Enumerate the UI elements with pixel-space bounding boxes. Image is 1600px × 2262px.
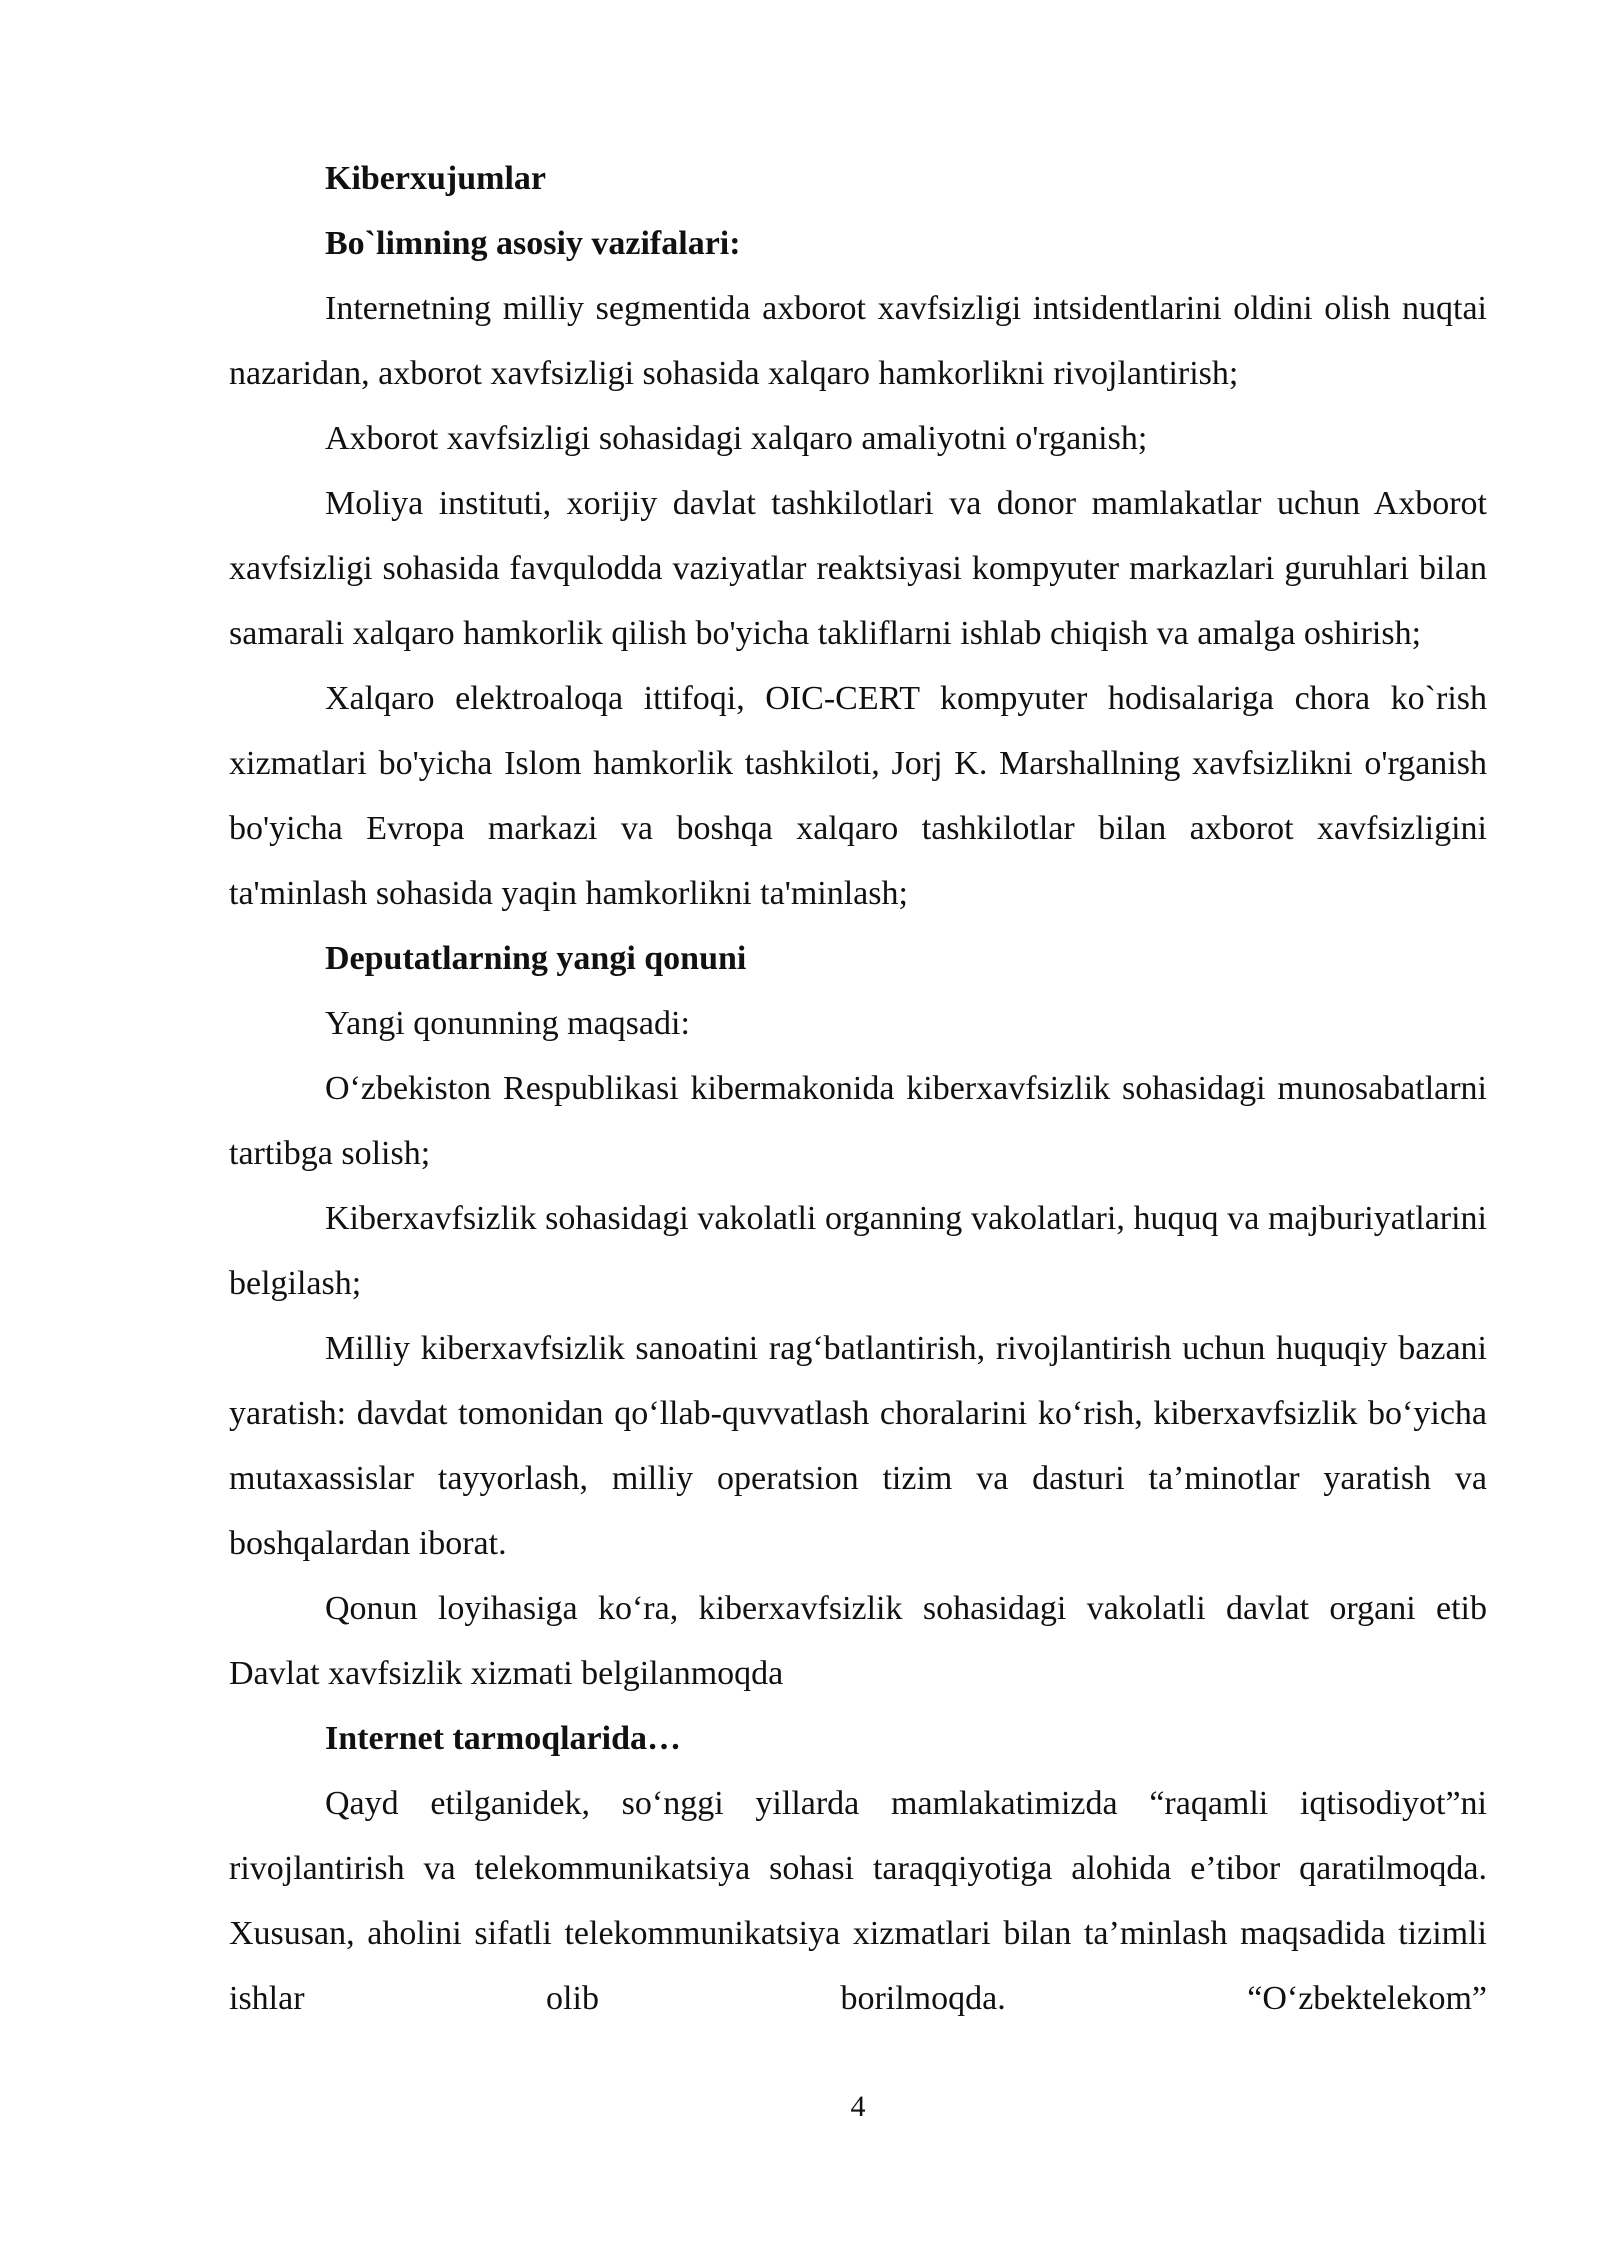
page-number: 4 — [850, 2090, 866, 2123]
heading-section-tasks: Bo`limning asosiy vazifalari: — [325, 225, 741, 262]
heading-kiberxujumlar: Kiberxujumlar — [325, 160, 546, 197]
paragraph: Kiberxavfsizlik sohasidagi vakolatli organning vakolatlari, huquq va majburiyatlarini belgilash; — [229, 1200, 1487, 1302]
document-body — [229, 146, 1487, 2031]
heading-new-law: Deputatlarning yangi qonuni — [325, 940, 747, 977]
paragraph: Moliya instituti, xorijiy davlat tashkilotlari va donor mamlakatlar uchun Axborot xavfsizligi sohasida favqulodda vaziyatlar reaktsiyasi kompyuter markazlari guruhlari bilan samarali xalqaro hamkorlik qilish bo'yicha takliflarni ishlab chiqish va amalga oshirish; — [229, 485, 1487, 652]
paragraph: O‘zbekiston Respublikasi kibermakonida kiberxavfsizlik sohasidagi munosabatlarni tartibga solish; — [229, 1070, 1487, 1172]
paragraph: Xalqaro elektroaloqa ittifoqi, OIC-CERT kompyuter hodisalariga chora ko`rish xizmatlari bo'yicha Islom hamkorlik tashkiloti, Jorj K. Marshallning xavfsizlikni o'rganish bo'yicha Evropa markazi va boshqa xalqaro tashkilotlar bilan axborot xavfsizligini ta'minlash sohasida yaqin hamkorlikni ta'minlash; — [229, 680, 1487, 912]
paragraph: Yangi qonunning maqsadi: — [325, 1005, 690, 1042]
paragraph: Qonun loyihasiga ko‘ra, kiberxavfsizlik sohasidagi vakolatli davlat organi etib Davlat xavfsizlik xizmati belgilanmoqda — [229, 1590, 1487, 1692]
heading-internet-networks: Internet tarmoqlarida… — [325, 1720, 682, 1757]
paragraph: Axborot xavfsizligi sohasidagi xalqaro amaliyotni o'rganish; — [325, 420, 1148, 457]
paragraph: Milliy kiberxavfsizlik sanoatini rag‘batlantirish, rivojlantirish uchun huquqiy bazani yaratish: davdat tomonidan qo‘llab-quvvatlash choralarini ko‘rish, kiberxavfsizlik bo‘yicha mutaxassislar tayyorlash, milliy operatsion tizim va dasturi ta’minotlar yaratish va boshqalardan iborat. — [229, 1330, 1487, 1562]
paragraph: Qayd etilganidek, so‘nggi yillarda mamlakatimizda “raqamli iqtisodiyot”ni rivojlantirish va telekommunikatsiya sohasi taraqqiyotiga alohida e’tibor qaratilmoqda. Xususan, aholini sifatli telekommunikatsiya xizmatlari bilan ta’minlash maqsadida tizimli ishlar olib borilmoqda. “O‘zbektelekom” — [229, 1785, 1487, 2017]
paragraph: Internetning milliy segmentida axborot xavfsizligi intsidentlarini oldini olish nuqtai nazaridan, axborot xavfsizligi sohasida xalqaro hamkorlikni rivojlantirish; — [229, 290, 1487, 392]
